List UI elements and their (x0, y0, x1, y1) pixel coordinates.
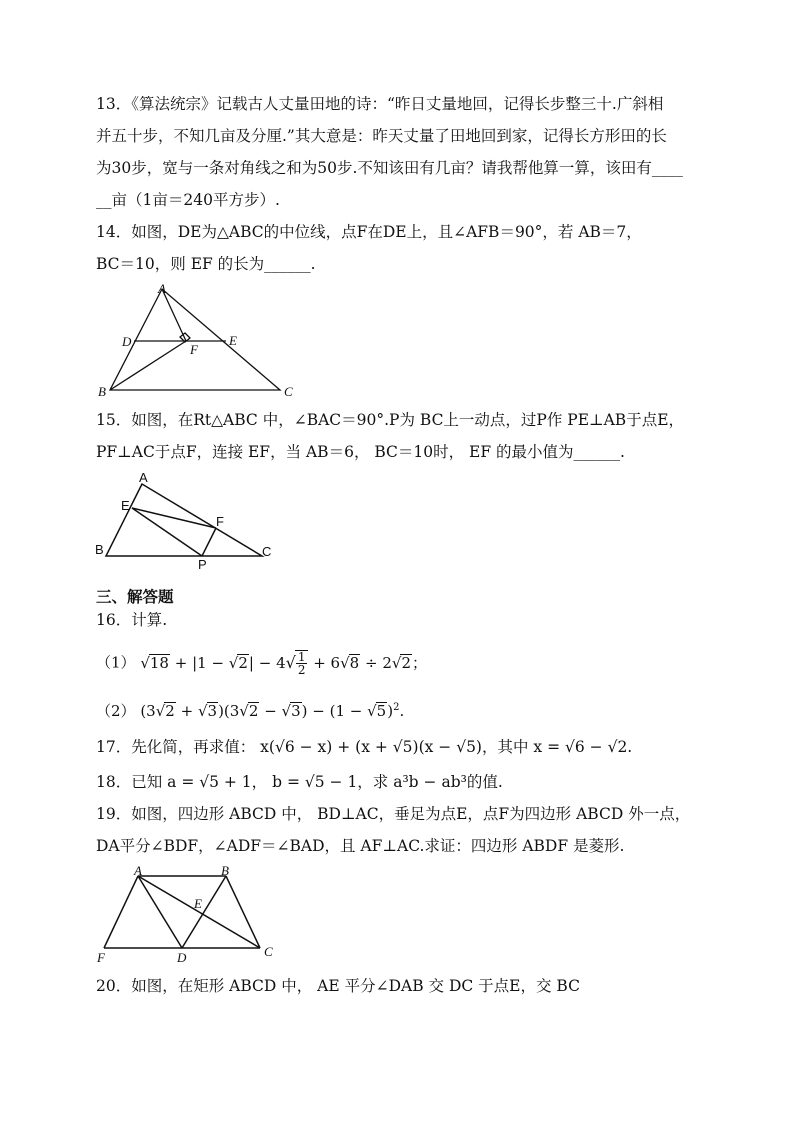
label-D: D (122, 334, 132, 349)
label-B: B (95, 542, 104, 557)
q16-part-1 (96, 650, 427, 676)
q13-line-4: __亩（1亩＝240平方步）. (96, 191, 280, 209)
q13-line-1: 13．《算法统宗》记载古人丈量田地的诗：“昨日丈量地回，记得长步整三十.广斜相 (96, 95, 664, 113)
section-heading: 三、解答题 (96, 588, 174, 606)
label-E: E (194, 896, 202, 911)
q19-line-2: DA平分∠BDF，∠ADF＝∠BAD，且 AF⊥AC.求证：四边形 ABDF 是菱形. (96, 837, 625, 855)
label-C: C (284, 384, 293, 399)
q19-rhombus-figure (94, 862, 294, 970)
label-P: P (198, 557, 207, 572)
label-F: F (97, 950, 105, 965)
q15-line-1: 15．如图，在Rt△ABC 中，∠BAC＝90°.P为 BC上一动点，过P作 PE⊥AB于点E， (96, 411, 685, 429)
q16-title: 16．计算. (96, 611, 168, 629)
q14-line-2: BC＝10，则 EF 的长为______. (96, 255, 316, 273)
q18-line-1: 18．已知 a = √5 + 1， b = √5 − 1，求 a³b − ab³的值. (96, 773, 503, 791)
label-D: D (177, 950, 187, 965)
q16-part-2-number: （2） (96, 702, 136, 720)
q15-right-triangle-figure (92, 470, 282, 572)
q14-triangle-figure (96, 280, 306, 402)
label-F: F (190, 342, 198, 357)
q13-line-2: 并五十步，不知几亩及分厘.”其大意是：昨天丈量了田地回到家，记得长方形田的长 (96, 127, 667, 145)
q13-line-3: 为30步，宽与一条对角线之和为50步.不知该田有几亩？请我帮他算一算，该田有____ (96, 159, 683, 177)
q16-part-2-expression: $(3√2 + √3)(3√2 - √3) - (1 - √5)^2$. (140, 702, 405, 720)
label-B: B (98, 384, 106, 399)
q19-line-1: 19．如图，四边形 ABCD 中， BD⊥AC，垂足为点E，点F为四边形 ABCD 外一点， (96, 805, 691, 823)
q16-part-1-expression: √18 + |1 − √2| − 4√ $\frac{1}{2}$ + 6√8 ÷ 2√2； (140, 650, 427, 677)
q14-line-1: 14．如图，DE为△ABC的中位线，点F在DE上，且∠AFB＝90°，若 AB＝7， (96, 223, 642, 241)
label-B: B (221, 863, 229, 878)
label-F: F (216, 514, 224, 529)
q20-line-1: 20．如图，在矩形 ABCD 中， AE 平分∠DAB 交 DC 于点E，交 BC (96, 977, 580, 995)
label-C: C (262, 544, 272, 559)
label-E: E (121, 498, 130, 513)
q16-part-1-number: （1） (96, 653, 136, 672)
q17-line-1: 17．先化简，再求值： x(√6 − x) + (x + √5)(x − √5)，其中 x = √6 − √2. (96, 738, 633, 756)
label-A: A (158, 281, 166, 296)
label-A: A (139, 470, 148, 485)
label-C: C (264, 944, 273, 959)
q15-line-2: PF⊥AC于点F，连接 EF，当 AB＝6， BC＝10时， EF 的最小值为______. (96, 443, 625, 461)
label-E: E (229, 333, 237, 348)
q16-part-2 (96, 700, 404, 721)
label-A: A (134, 863, 142, 878)
